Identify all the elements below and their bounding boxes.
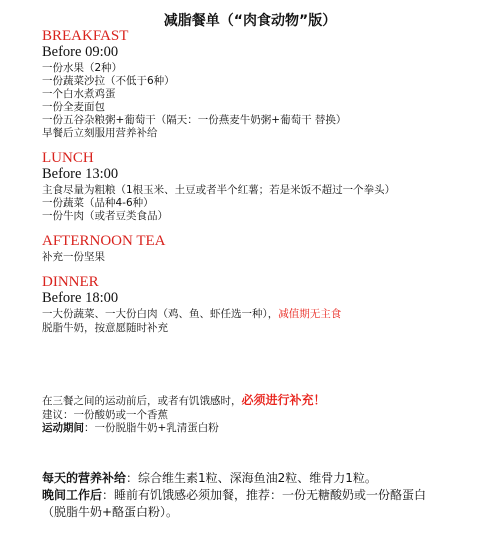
breakfast-heading: BREAKFAST [42, 28, 129, 44]
breakfast-item: 一个白水煮鸡蛋 [42, 88, 116, 100]
exercise-line-1 [42, 393, 326, 408]
lunch-item: 一份蔬菜（品种4-6种） [42, 197, 154, 209]
must-supplement-note: 必须进行补充！ [241, 393, 326, 407]
afternoon-item: 补充一份坚果 [42, 251, 105, 263]
daily-supplement-line [42, 470, 377, 486]
dinner-heading: DINNER [42, 274, 99, 290]
exercise-line-3 [42, 421, 219, 435]
lunch-heading: LUNCH [42, 150, 94, 166]
dinner-line-1 [42, 307, 341, 321]
dinner-time: Before 18:00 [42, 290, 119, 306]
lunch-item: 主食尽量为粗粮（1根玉米、土豆或者半个红薯；若是米饭不超过一个拳头） [42, 184, 396, 196]
afternoon-tea-heading: AFTERNOON TEA [42, 233, 166, 249]
page-title: 减脂餐单（“肉食动物”版） [163, 13, 337, 29]
night-work-text: ：睡前有饥饿感必须加餐，推荐：一份无糖酸奶或一份酪蛋白 [102, 488, 427, 502]
lunch-item: 一份牛肉（或者豆类食品） [42, 210, 168, 222]
exercise-line-2: 建议：一份酸奶或一个香蕉 [42, 409, 168, 421]
night-work-line [42, 487, 426, 503]
dinner-line-1-text: 一大份蔬菜、一大份白肉（鸡、鱼、虾任选一种）， [42, 308, 279, 320]
exercise-period-label: 运动期间 [42, 422, 84, 434]
dinner-line-2: 脱脂牛奶，按意愿随时补充 [42, 322, 168, 334]
daily-supplement-label: 每天的营养补给 [42, 471, 127, 485]
lunch-time: Before 13:00 [42, 166, 119, 182]
daily-supplement-text: ：综合维生素1粒、深海鱼油2粒、维骨力1粒。 [126, 471, 377, 485]
breakfast-item: 一份水果（2种） [42, 62, 123, 74]
breakfast-item: 一份全麦面包 [42, 101, 105, 113]
exercise-period-text: ：一份脱脂牛奶+乳清蛋白粉 [84, 422, 219, 434]
breakfast-item: 一份蔬菜沙拉（不低于6种） [42, 75, 175, 87]
breakfast-item: 一份五谷杂粮粥+葡萄干（隔天：一份燕麦牛奶粥+葡萄干 替换） [42, 114, 347, 126]
breakfast-time: Before 09:00 [42, 44, 119, 60]
breakfast-item: 早餐后立刻服用营养补给 [42, 127, 158, 139]
night-work-label: 晚间工作后 [42, 488, 103, 502]
dinner-no-staple-note: 减值期无主食 [278, 308, 342, 320]
night-work-continuation: （脱脂牛奶+酪蛋白粉）。 [42, 505, 179, 519]
exercise-line-1-text: 在三餐之间的运动前后，或者有饥饿感时， [42, 395, 242, 407]
